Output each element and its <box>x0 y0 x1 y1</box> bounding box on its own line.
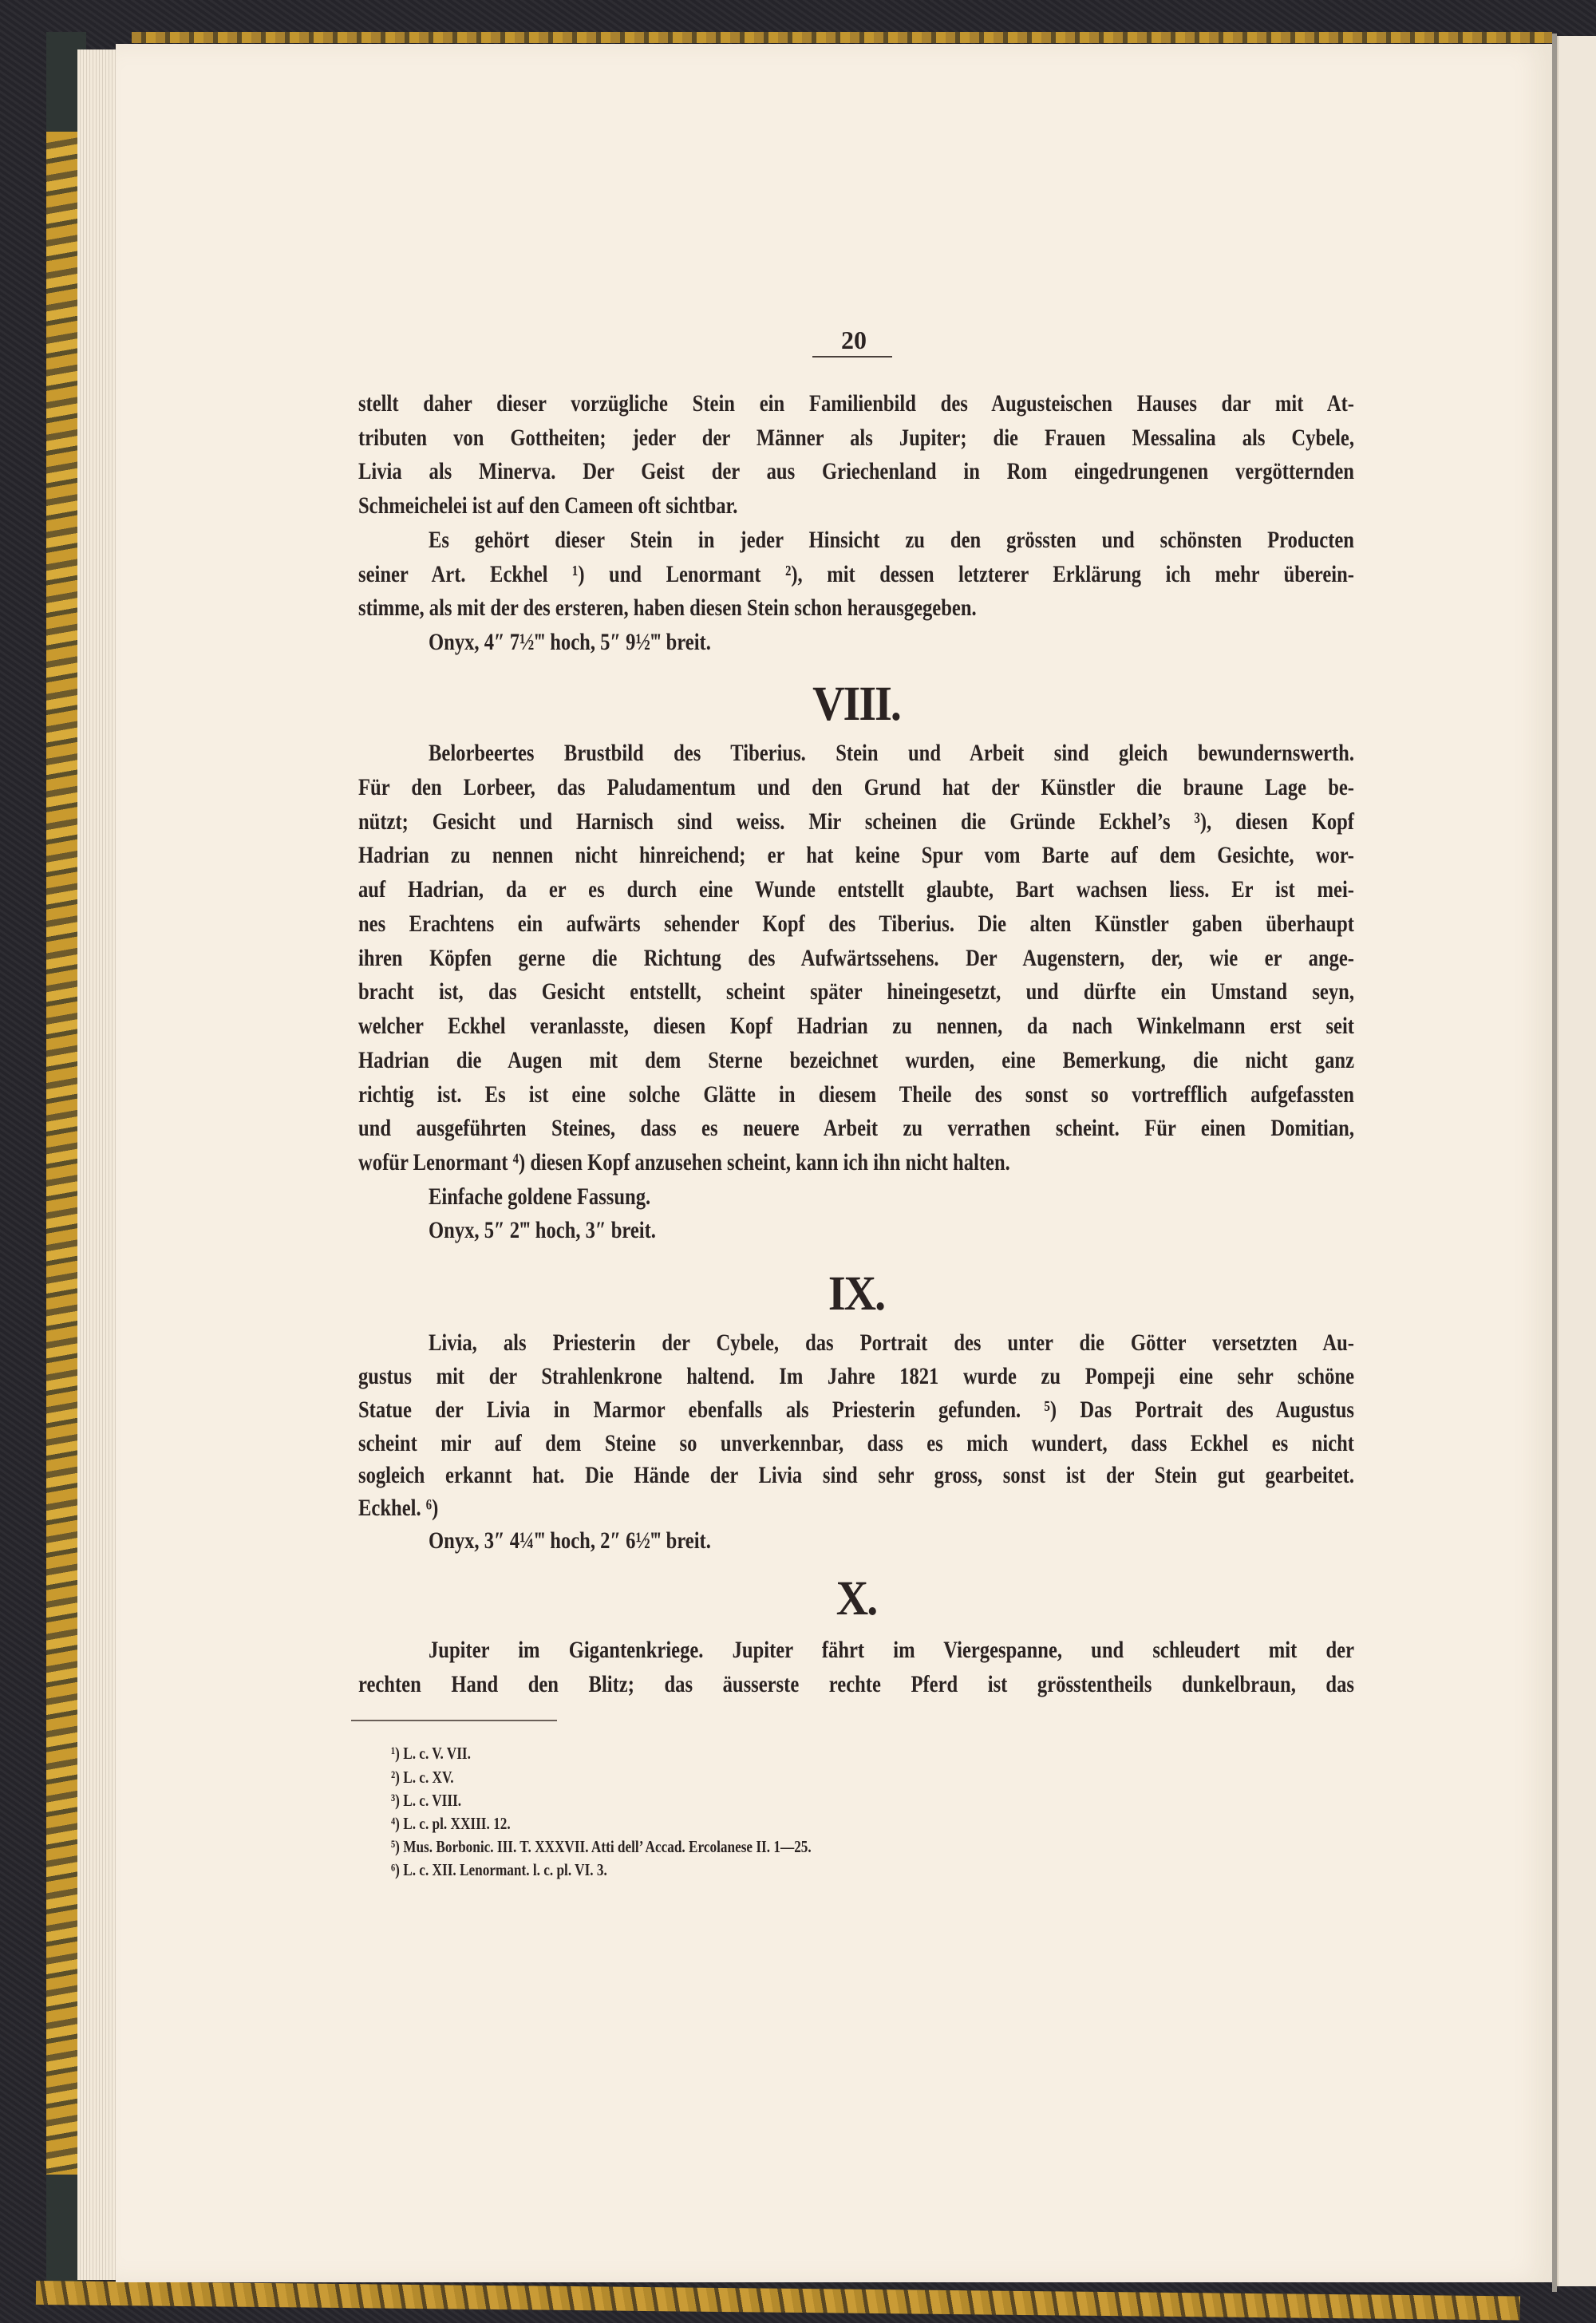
text-line: seiner Art. Eckhel ¹) und Lenormant ²), mit dessen letzterer Erklärung ich mehr überein- <box>358 561 1354 587</box>
text-line: sogleich erkannt hat. Die Hände der Livia sind sehr gross, sonst ist der Stein gut gearbeitet. <box>358 1462 1354 1488</box>
footnote: ⁶) L. c. XII. Lenormant. l. c. pl. VI. 3. <box>391 1860 607 1879</box>
text-line: Es gehört dieser Stein in jeder Hinsicht zu den grössten und schönsten Producten <box>429 527 1354 553</box>
footnote-separator <box>351 1720 557 1721</box>
text-line: Eckhel. ⁶) <box>358 1495 439 1521</box>
text-line: richtig ist. Es ist eine solche Glätte in diesem Theile des sonst so vortrefflich aufgefassten <box>358 1081 1354 1108</box>
text-line: nes Erachtens ein aufwärts sehender Kopf des Tiberius. Die alten Künstler gaben überhaupt <box>358 911 1354 937</box>
text-line: Livia, als Priesterin der Cybele, das Portrait des unter die Götter versetzten Au- <box>429 1329 1354 1356</box>
text-line: Statue der Livia in Marmor ebenfalls als Priesterin gefunden. ⁵) Das Portrait des Augustus <box>358 1397 1354 1423</box>
section-heading-viii: VIII. <box>812 676 900 732</box>
dimensions-line: Onyx, 5″ 2‴ hoch, 3″ breit. <box>429 1217 656 1243</box>
text-line: Livia als Minerva. Der Geist der aus Griechenland in Rom eingedrungenen vergötternden <box>358 458 1354 484</box>
footnote: ¹) L. c. V. VII. <box>391 1744 471 1763</box>
text-line: Belorbeertes Brustbild des Tiberius. Stein und Arbeit sind gleich bewundernswerth. <box>429 740 1354 766</box>
dimensions-line: Onyx, 3″ 4¼‴ hoch, 2″ 6½‴ breit. <box>429 1527 711 1554</box>
footnote: ³) L. c. VIII. <box>391 1791 462 1810</box>
text-line: wofür Lenormant ⁴) diesen Kopf anzusehen scheint, kann ich ihn nicht halten. <box>358 1149 1010 1175</box>
text-line: welcher Eckhel veranlasste, diesen Kopf Hadrian zu nennen, da nach Winkelmann erst seit <box>358 1013 1354 1039</box>
text-line: tributen von Gottheiten; jeder der Männer als Jupiter; die Frauen Messalina als Cybele, <box>358 425 1354 451</box>
marbled-edge-top <box>132 32 1552 43</box>
footnote: ²) L. c. XV. <box>391 1768 454 1787</box>
page-number: 20 <box>841 326 867 354</box>
footnote: ⁴) L. c. pl. XXIII. 12. <box>391 1814 511 1833</box>
text-line: auf Hadrian, da er es durch eine Wunde entstellt glaubte, Bart wachsen liess. Er ist mei- <box>358 876 1354 903</box>
text-line: Hadrian zu nennen nicht hinreichend; er hat keine Spur vom Barte auf dem Gesichte, wor- <box>358 842 1354 868</box>
footnote: ⁵) Mus. Borbonic. III. T. XXXVII. Atti dell’ Accad. Ercolanese II. 1—25. <box>391 1837 812 1856</box>
text-line: rechten Hand den Blitz; das äusserste rechte Pferd ist grösstentheils dunkelbraun, das <box>358 1671 1354 1697</box>
setting-line: Einfache goldene Fassung. <box>429 1183 651 1210</box>
text-line: nützt; Gesicht und Harnisch sind weiss. Mir scheinen die Gründe Eckhel’s ³), diesen Kopf <box>358 808 1354 835</box>
text-line: stimme, als mit der des ersteren, haben diesen Stein schon herausgegeben. <box>358 595 977 621</box>
text-line: gustus mit der Strahlenkrone haltend. Im Jahre 1821 wurde zu Pompeji eine sehr schöne <box>358 1363 1354 1389</box>
text-line: ihren Köpfen gerne die Richtung des Aufwärtssehens. Der Augenstern, der, wie er ange- <box>358 945 1354 971</box>
page-number-rule <box>812 356 892 358</box>
section-heading-ix: IX. <box>828 1266 885 1322</box>
text-line: Für den Lorbeer, das Paludamentum und den Grund hat der Künstler die braune Lage be- <box>358 774 1354 800</box>
text-line: bracht ist, das Gesicht entstellt, scheint später hineingesetzt, und dürfte ein Umstand seyn, <box>358 978 1354 1005</box>
section-heading-x: X. <box>836 1570 877 1626</box>
text-line: Hadrian die Augen mit dem Sterne bezeichnet wurden, eine Bemerkung, die nicht ganz <box>358 1047 1354 1073</box>
adjacent-page-edge <box>1557 36 1596 2286</box>
text-line: Jupiter im Gigantenkriege. Jupiter fährt im Viergespanne, und schleudert mit der <box>429 1637 1354 1663</box>
page-block-edges <box>77 49 117 2280</box>
marbled-edge-left <box>46 132 78 2175</box>
text-line: und ausgeführten Steines, dass es neuere Arbeit zu verrathen scheint. Für einen Domitian, <box>358 1115 1354 1141</box>
text-line: Schmeichelei ist auf den Cameen oft sichtbar. <box>358 492 738 519</box>
text-line: scheint mir auf dem Steine so unverkennbar, dass es mich wundert, dass Eckhel es nicht <box>358 1430 1354 1456</box>
text-line: stellt daher dieser vorzügliche Stein ein Familienbild des Augusteischen Hauses dar mit At- <box>358 390 1354 417</box>
dimensions-line: Onyx, 4″ 7½‴ hoch, 5″ 9½‴ breit. <box>429 629 711 655</box>
